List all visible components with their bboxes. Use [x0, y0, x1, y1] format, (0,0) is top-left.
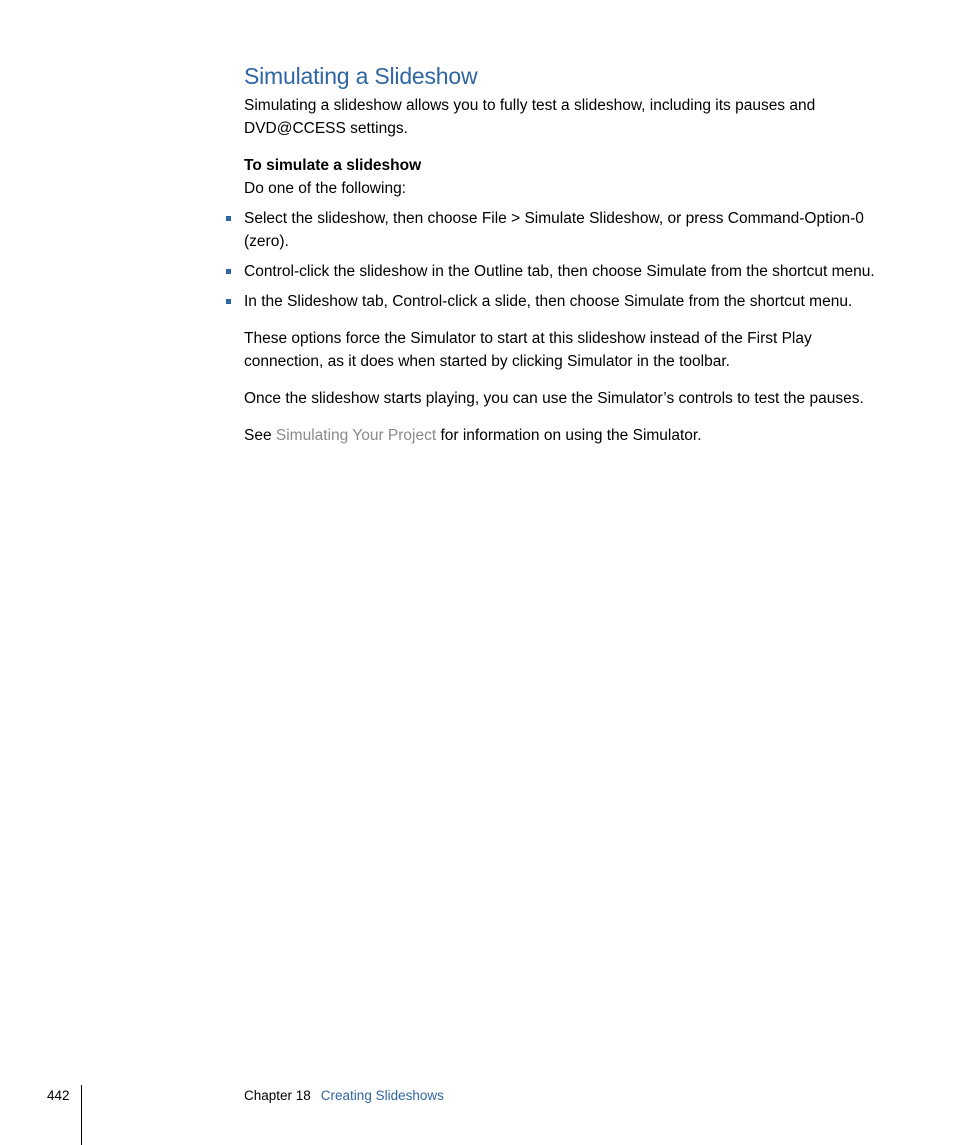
see-also-paragraph [244, 424, 884, 447]
chapter-label: Chapter 18 [244, 1088, 311, 1103]
see-prefix: See [244, 427, 276, 444]
main-content [244, 60, 884, 447]
list-item [244, 260, 884, 283]
bullet-square-icon [226, 299, 231, 304]
chapter-title-link[interactable]: Creating Slideshows [320, 1088, 444, 1103]
footer-chapter [244, 1087, 444, 1105]
list-item [244, 290, 884, 313]
list-item-text: Control-click the slideshow in the Outline tab, then choose Simulate from the shortcut menu. [244, 263, 875, 280]
bullet-square-icon [226, 216, 231, 221]
intro-paragraph: Simulating a slideshow allows you to fully test a slideshow, including its pauses and DVD@CCESS settings. [244, 97, 816, 137]
task-heading: To simulate a slideshow [244, 157, 422, 174]
simulator-options-paragraph: These options force the Simulator to start at this slideshow instead of the First Play connection, as it does when started by clicking Simulator in the toolbar. [244, 330, 812, 370]
section-title: Simulating a Slideshow [244, 63, 478, 89]
simulating-your-project-link[interactable]: Simulating Your Project [275, 427, 437, 444]
list-item-text: In the Slideshow tab, Control-click a slide, then choose Simulate from the shortcut menu. [244, 293, 853, 310]
list-item-text: Select the slideshow, then choose File > Simulate Slideshow, or press Command-Option-0 (zero). [244, 210, 864, 250]
list-item [244, 207, 884, 253]
option-list [244, 207, 884, 313]
see-suffix: for information on using the Simulator. [436, 427, 702, 444]
footer-divider [81, 1085, 82, 1145]
bullet-square-icon [226, 269, 231, 274]
page-number: 442 [47, 1088, 70, 1103]
controls-paragraph: Once the slideshow starts playing, you can use the Simulator’s controls to test the pauses. [244, 390, 864, 407]
task-lead: Do one of the following: [244, 180, 406, 197]
